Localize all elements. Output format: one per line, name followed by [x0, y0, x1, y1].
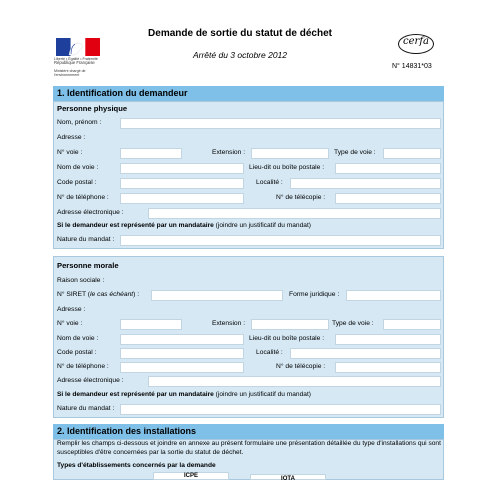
cerfa-logo-text: cerfa — [403, 36, 429, 47]
mandataire-note-bold: Si le demandeur est représenté par un mandataire — [57, 222, 214, 229]
installations-instructions: Remplir les champs ci-dessous et joindre en annexe au présent formulaire une présentation détaillée du type d'installations qui sont susceptibles d'être concernées par la sortie du statut de déchet. — [57, 440, 441, 456]
nom-voie-label: Nom de voie : — [57, 164, 99, 171]
localite-label: Localité : — [256, 179, 283, 186]
pm-extension-label: Extension : — [212, 320, 246, 327]
types-etablissements-heading: Types d'établissements concernés par la demande — [57, 462, 216, 469]
pm-lieu-dit-field[interactable] — [335, 334, 441, 345]
pm-email-label: Adresse électronique : — [57, 377, 124, 384]
form-title: Demande de sortie du statut de déchet — [148, 28, 332, 39]
cerfa-logo — [398, 34, 434, 54]
adresse-label: Adresse : — [57, 134, 86, 141]
pm-mandataire-note — [57, 389, 311, 401]
iota-column-header: IOTA — [250, 474, 326, 480]
forme-juridique-field[interactable] — [346, 290, 441, 301]
type-voie-label: Type de voie : — [334, 149, 376, 156]
logo-republic: République Française — [54, 60, 95, 66]
pm-telephone-field[interactable] — [120, 362, 244, 373]
nom-prenom-label: Nom, prénom : — [57, 119, 102, 126]
no-voie-label: N° voie : — [57, 149, 83, 156]
icpe-column-header: ICPE — [153, 472, 229, 480]
pm-type-voie-label: Type de voie : — [332, 320, 374, 327]
form-header — [0, 0, 480, 84]
pm-no-voie-field[interactable] — [120, 319, 182, 330]
extension-label: Extension : — [212, 149, 246, 156]
pm-localite-label: Localité : — [256, 349, 283, 356]
mandataire-note — [57, 220, 311, 232]
logo-motto: Liberté • Égalité • Fraternité — [54, 57, 98, 61]
lieu-dit-field[interactable] — [335, 163, 441, 174]
code-postal-label: Code postal : — [57, 179, 97, 186]
pm-code-postal-label: Code postal : — [57, 349, 97, 356]
pm-nom-voie-field[interactable] — [120, 334, 244, 345]
logo-ministry: Ministère chargé de l'environnement — [54, 68, 86, 78]
pm-localite-field[interactable] — [290, 348, 441, 359]
forme-juridique-label: Forme juridique : — [289, 291, 340, 298]
pm-no-voie-label: N° voie : — [57, 320, 83, 327]
raison-sociale-label: Raison sociale : — [57, 277, 105, 284]
pm-code-postal-field[interactable] — [120, 348, 244, 359]
type-voie-field[interactable] — [383, 148, 441, 159]
siret-label-prefix: N° SIRET ( — [57, 291, 91, 298]
pm-extension-field[interactable] — [251, 319, 329, 330]
telephone-field[interactable] — [120, 193, 244, 204]
no-voie-field[interactable] — [120, 148, 182, 159]
pm-telecopie-label: N° de télécopie : — [276, 363, 326, 370]
localite-field[interactable] — [290, 178, 441, 189]
personne-physique-heading: Personne physique — [57, 104, 128, 113]
pm-lieu-dit-label: Lieu-dit ou boîte postale : — [249, 335, 325, 342]
code-postal-field[interactable] — [120, 178, 244, 189]
pm-mandataire-note-bold: Si le demandeur est représenté par un mandataire — [57, 391, 214, 398]
logo-caption — [54, 57, 102, 78]
email-field[interactable] — [148, 208, 441, 219]
section-1-header: 1. Identification du demandeur — [53, 86, 444, 101]
pm-type-voie-field[interactable] — [383, 319, 441, 330]
pm-mandataire-note-rest: (joindre un justificatif du mandat) — [213, 391, 311, 398]
mandataire-note-rest: (joindre un justificatif du mandat) — [213, 222, 311, 229]
lieu-dit-label: Lieu-dit ou boîte postale : — [249, 164, 325, 171]
pm-email-field[interactable] — [148, 376, 441, 387]
pm-adresse-label: Adresse : — [57, 306, 86, 313]
marianne-flag-icon — [56, 38, 100, 56]
pm-nom-voie-label: Nom de voie : — [57, 335, 99, 342]
nom-prenom-field[interactable] — [120, 118, 441, 129]
form-subtitle: Arrêté du 3 octobre 2012 — [192, 50, 288, 60]
nom-voie-field[interactable] — [120, 163, 244, 174]
section-2-header: 2. Identification des installations — [53, 424, 444, 439]
telecopie-field[interactable] — [335, 193, 441, 204]
telephone-label: N° de téléphone : — [57, 194, 109, 201]
form-number: N° 14831*03 — [392, 63, 432, 70]
siret-label — [57, 289, 139, 301]
personne-morale-heading: Personne morale — [57, 261, 119, 270]
siret-field[interactable] — [151, 290, 283, 301]
siret-label-suffix: ) : — [133, 291, 140, 298]
marianne-logo — [54, 38, 102, 80]
telecopie-label: N° de télécopie : — [276, 194, 326, 201]
email-label: Adresse électronique : — [57, 209, 124, 216]
pm-nature-mandat-label: Nature du mandat : — [57, 405, 115, 412]
pm-nature-mandat-field[interactable] — [120, 404, 441, 415]
pm-telecopie-field[interactable] — [335, 362, 441, 373]
nature-mandat-field[interactable] — [120, 235, 441, 246]
siret-label-italic: le cas échéant — [90, 291, 134, 298]
pm-telephone-label: N° de téléphone : — [57, 363, 109, 370]
extension-field[interactable] — [251, 148, 329, 159]
nature-mandat-label: Nature du mandat : — [57, 236, 115, 243]
